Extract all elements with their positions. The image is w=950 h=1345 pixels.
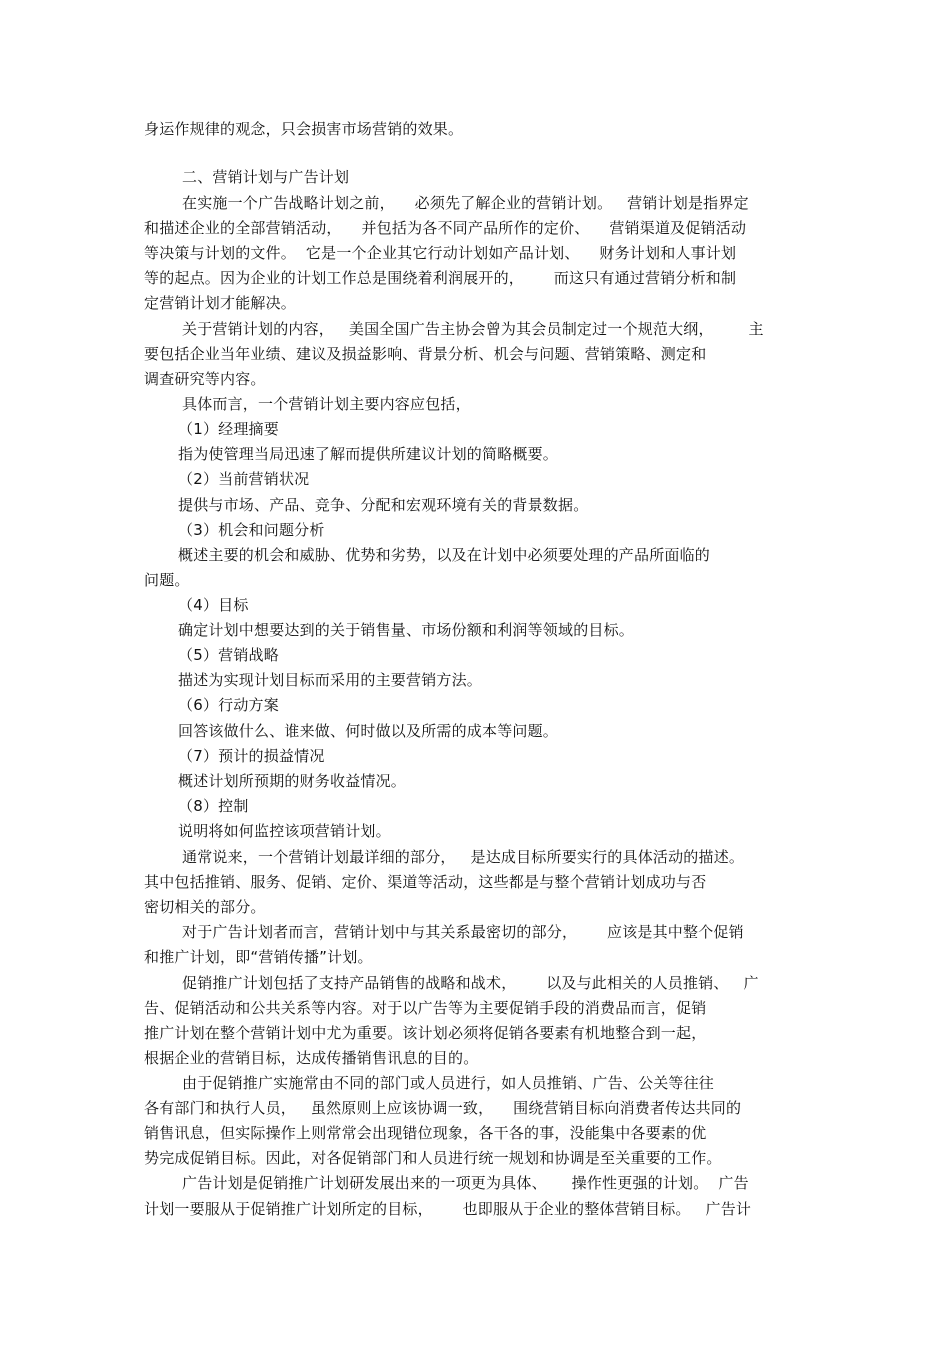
list-item-heading: （7）预计的损益情况	[178, 747, 325, 765]
text-line: 等决策与计划的文件。 它是一个企业其它行动计划如产品计划、 财务计划和人事计划	[144, 244, 737, 262]
text-line: 各有部门和执行人员， 虽然原则上应该协调一致， 围绕营销目标向消费者传达共同的	[144, 1099, 742, 1117]
text-line: 广告计划是促销推广计划研发展出来的一项更为具体、 操作性更强的计划。 广告	[182, 1174, 749, 1192]
list-item-text: 提供与市场、产品、竞争、分配和宏观环境有关的背景数据。	[178, 496, 589, 514]
list-item-text: 问题。	[144, 571, 190, 589]
text-line: 身运作规律的观念，只会损害市场营销的效果。	[144, 120, 464, 138]
text-line: 促销推广计划包括了支持产品销售的战略和战术， 以及与此相关的人员推销、 广	[182, 974, 759, 992]
list-item-text: 指为使管理当局迅速了解而提供所建议计划的简略概要。	[178, 445, 559, 463]
text-line: 势完成促销目标。因此，对各促销部门和人员进行统一规划和协调是至关重要的工作。	[144, 1149, 722, 1167]
list-item-text: 确定计划中想要达到的关于销售量、市场份额和利润等领域的目标。	[178, 621, 635, 639]
list-item-text: 回答该做什么、谁来做、何时做以及所需的成本等问题。	[178, 722, 559, 740]
text-line: 和描述企业的全部营销活动， 并包括为各不同产品所作的定价、 营销渠道及促销活动	[144, 219, 747, 237]
text-line: 其中包括推销、服务、促销、定价、渠道等活动，这些都是与整个营销计划成功与否	[144, 873, 707, 891]
text-line: 密切相关的部分。	[144, 898, 266, 916]
list-item-heading: （5）营销战略	[178, 646, 279, 664]
list-item-text: 概述计划所预期的财务收益情况。	[178, 772, 407, 790]
text-line: 根据企业的营销目标，达成传播销售讯息的目的。	[144, 1049, 479, 1067]
text-line: 关于营销计划的内容， 美国全国广告主协会曾为其会员制定过一个规范大纲， 主	[182, 320, 764, 338]
text-line: 在实施一个广告战略计划之前， 必须先了解企业的营销计划。 营销计划是指界定	[182, 194, 749, 212]
text-line: 通常说来，一个营销计划最详细的部分， 是达成目标所要实行的具体活动的描述。	[182, 848, 745, 866]
text-line: 计划一要服从于促销推广计划所定的目标， 也即服从于企业的整体营销目标。 广告计	[144, 1200, 752, 1218]
list-item-text: 说明将如何监控该项营销计划。	[178, 822, 391, 840]
text-line: 等的起点。因为企业的计划工作总是围绕着利润展开的， 而这只有通过营销分析和制	[144, 269, 737, 287]
section-heading: 二、营销计划与广告计划	[182, 168, 350, 186]
text-line: 和推广计划，即“营销传播”计划。	[144, 948, 373, 966]
text-line: 由于促销推广实施常由不同的部门或人员进行，如人员推销、广告、公关等往往	[182, 1074, 715, 1092]
list-item-heading: （3）机会和问题分析	[178, 521, 325, 539]
list-item-heading: （4）目标	[178, 596, 249, 614]
list-item-heading: （6）行动方案	[178, 696, 279, 714]
text-line: 定营销计划才能解决。	[144, 294, 297, 312]
text-line: 销售讯息，但实际操作上则常常会出现错位现象，各干各的事，没能集中各要素的优	[144, 1124, 707, 1142]
list-item-text: 描述为实现计划目标而采用的主要营销方法。	[178, 671, 483, 689]
text-line: 告、促销活动和公共关系等内容。对于以广告等为主要促销手段的消费品而言，促销	[144, 999, 707, 1017]
text-line: 调查研究等内容。	[144, 370, 266, 388]
list-item-heading: （2）当前营销状况	[178, 470, 310, 488]
text-line: 推广计划在整个营销计划中尤为重要。该计划必须将促销各要素有机地整合到一起，	[144, 1024, 707, 1042]
text-line: 具体而言，一个营销计划主要内容应包括，	[182, 395, 471, 413]
list-item-text: 概述主要的机会和威胁、优势和劣势，以及在计划中必须要处理的产品所面临的	[178, 546, 711, 564]
list-item-heading: （8）控制	[178, 797, 249, 815]
list-item-heading: （1）经理摘要	[178, 420, 279, 438]
text-line: 要包括企业当年业绩、建议及损益影响、背景分析、机会与问题、营销策略、测定和	[144, 345, 707, 363]
text-line: 对于广告计划者而言，营销计划中与其关系最密切的部分， 应该是其中整个促销	[182, 923, 744, 941]
